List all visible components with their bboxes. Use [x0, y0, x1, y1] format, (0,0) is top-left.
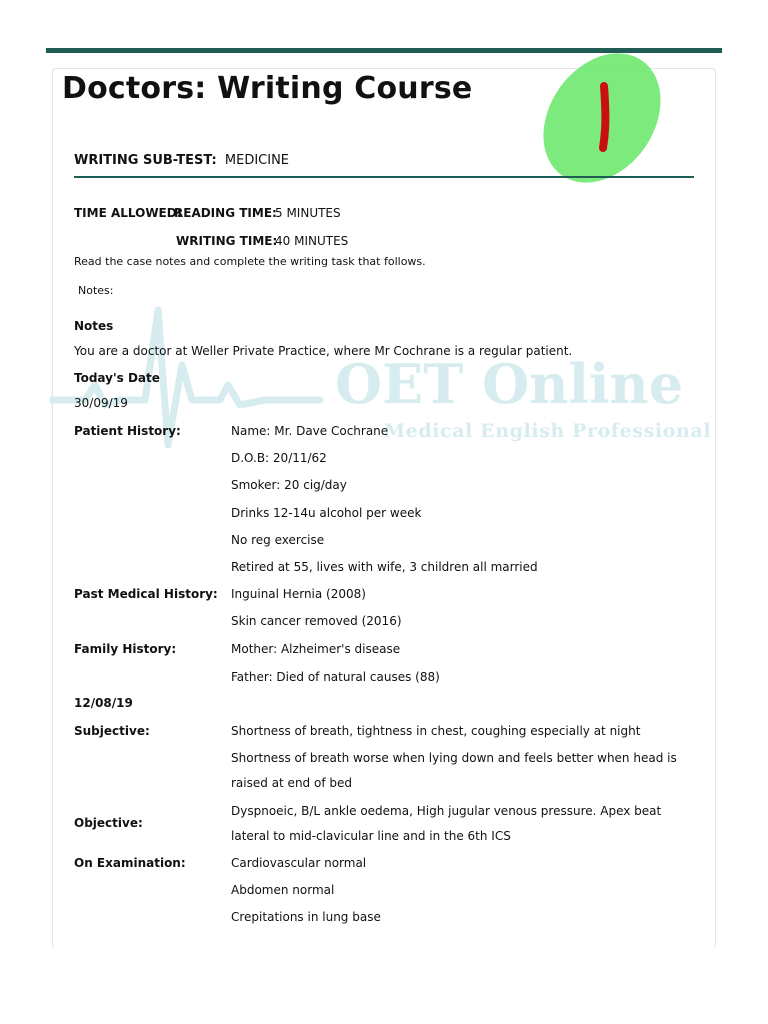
list-item: lateral to mid-clavicular line and in the 6th ICS	[231, 829, 511, 843]
list-item: Shortness of breath, tightness in chest, coughing especially at night	[231, 724, 641, 738]
subtest-label: WRITING SUB-TEST:	[74, 153, 217, 168]
list-item: Smoker: 20 cig/day	[231, 478, 347, 492]
objective-label: Objective:	[74, 816, 143, 830]
list-item: Abdomen normal	[231, 883, 335, 897]
watermark-title: OET Online	[335, 352, 684, 416]
writing-time-label: WRITING TIME:	[176, 234, 278, 248]
list-item: Father: Died of natural causes (88)	[231, 670, 440, 684]
patient-history-label: Patient History:	[74, 424, 181, 438]
examination-label: On Examination:	[74, 856, 186, 870]
writing-time-value: 40 MINUTES	[275, 234, 349, 248]
list-item: Drinks 12-14u alcohol per week	[231, 506, 422, 520]
time-allowed-label: TIME ALLOWED:	[74, 206, 182, 220]
list-item: Shortness of breath worse when lying down and feels better when head is	[231, 751, 677, 765]
list-item: Skin cancer removed (2016)	[231, 614, 402, 628]
annotation-mark-icon	[540, 44, 670, 186]
list-item: Cardiovascular normal	[231, 856, 367, 870]
list-item: raised at end of bed	[231, 776, 352, 790]
list-item: D.O.B: 20/11/62	[231, 451, 327, 465]
reading-time-label: READING TIME:	[174, 206, 277, 220]
visit-date: 12/08/19	[74, 696, 133, 710]
watermark-subtitle: Medical English Professional	[384, 420, 712, 442]
notes-small-label: Notes:	[78, 284, 114, 297]
todays-date-label: Today's Date	[74, 371, 160, 385]
family-history-label: Family History:	[74, 642, 177, 656]
reading-time-value: 5 MINUTES	[275, 206, 341, 220]
page-title: Doctors: Writing Course	[62, 71, 473, 106]
list-item: Retired at 55, lives with wife, 3 children all married	[231, 560, 538, 574]
intro-text: You are a doctor at Weller Private Practice, where Mr Cochrane is a regular patient.	[74, 344, 573, 358]
past-medical-label: Past Medical History:	[74, 587, 218, 601]
subtest-rule	[74, 176, 694, 178]
todays-date-value: 30/09/19	[74, 396, 128, 410]
subtest-value: MEDICINE	[224, 153, 290, 168]
list-item: Inguinal Hernia (2008)	[231, 587, 366, 601]
list-item: Dyspnoeic, B/L ankle oedema, High jugular venous pressure. Apex beat	[231, 804, 662, 818]
list-item: Crepitations in lung base	[231, 910, 381, 924]
list-item: Name: Mr. Dave Cochrane	[231, 424, 389, 438]
instruction-text: Read the case notes and complete the writing task that follows.	[74, 255, 426, 268]
list-item: No reg exercise	[231, 533, 325, 547]
list-item: Mother: Alzheimer's disease	[231, 642, 401, 656]
subjective-label: Subjective:	[74, 724, 150, 738]
notes-heading: Notes	[74, 319, 114, 333]
subtest-line	[74, 153, 289, 168]
